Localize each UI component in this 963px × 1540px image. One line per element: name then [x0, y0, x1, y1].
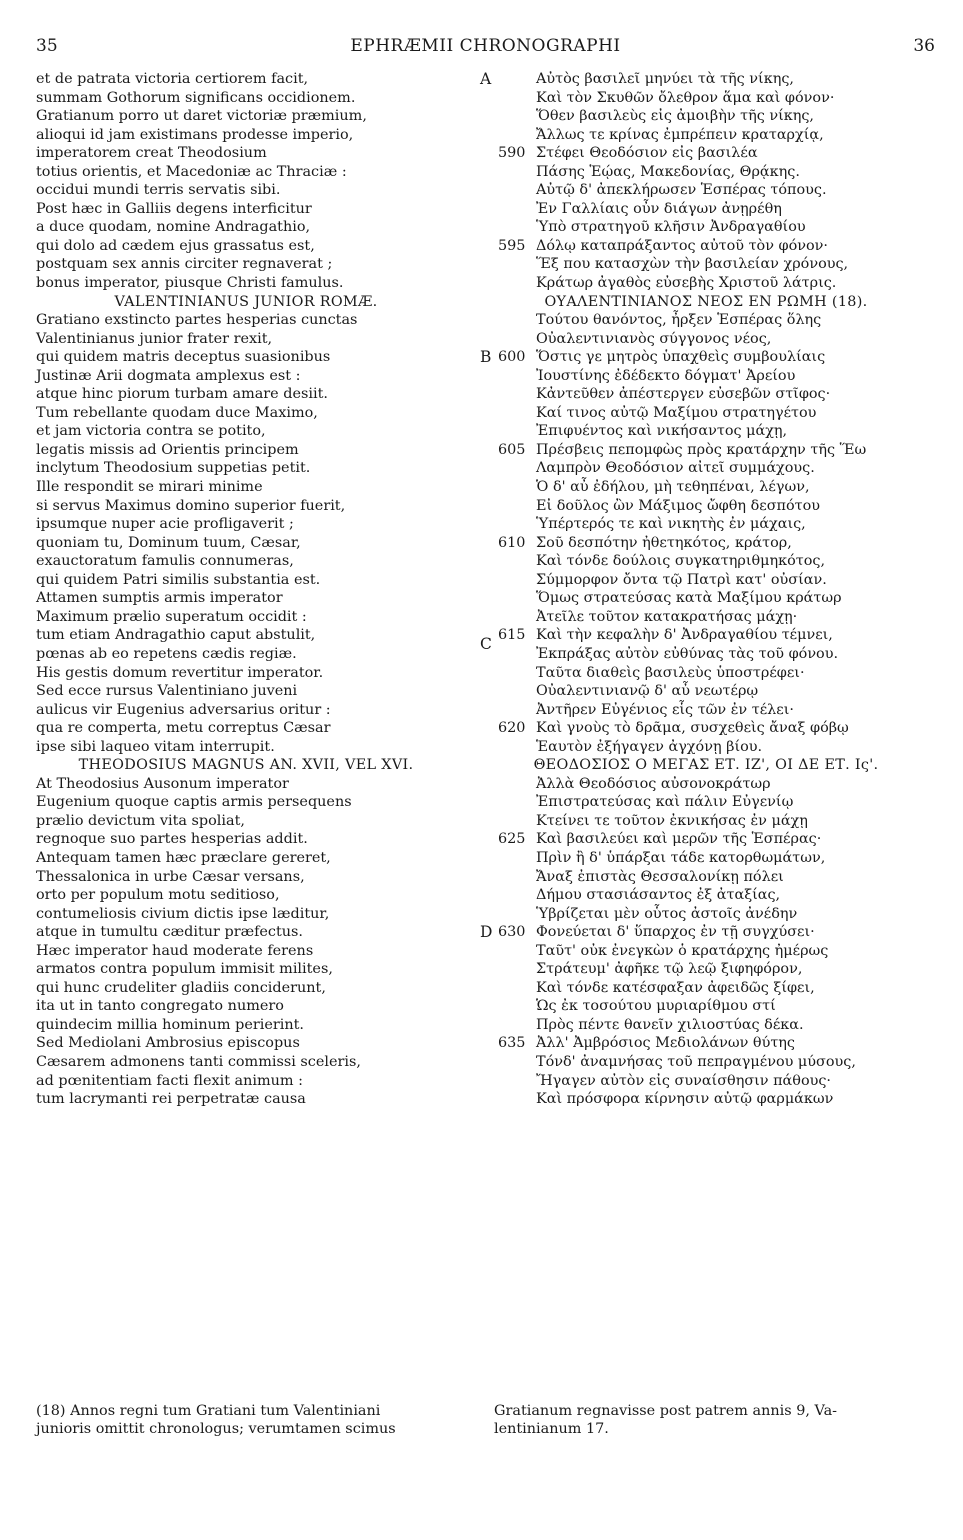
latin-verse-line: regnoque suo partes hesperias addit.: [36, 831, 308, 848]
greek-verse-text: Ἐν Γαλλίαις οὖν διάγων ἀνῃρέθη: [536, 200, 782, 217]
greek-verse-text: Ταῦτα διαθεὶς βασιλεὺς ὑποστρέφει·: [536, 664, 805, 681]
greek-verse-text: Καὶ τὴν κεφαλὴν δ' Ἀνδραγαθίου τέμνει,: [536, 627, 833, 644]
greek-verse-line: [476, 645, 936, 664]
latin-verse-line: pœnas ab eo repetens cædis regiæ.: [36, 645, 297, 662]
greek-verse-text: Αὐτῷ δ' ἀπεκλήρωσεν Ἑσπέρας τόπους.: [536, 182, 827, 199]
greek-verse-line: [476, 868, 936, 887]
greek-verse-line: [476, 812, 936, 831]
latin-verse-line: ipsumque nuper acie profligaverit ;: [36, 516, 294, 533]
greek-verse-line: [476, 126, 936, 145]
greek-verse-line: [476, 552, 936, 571]
latin-verse-line: Tum rebellante quodam duce Maximo,: [36, 404, 318, 421]
page-header: [36, 36, 935, 58]
latin-verse-line: quoniam tu, Dominum tuum, Cæsar,: [36, 534, 301, 551]
greek-verse-text: Καὶ βασιλεύει καὶ μερῶν τῆς Ἑσπέρας·: [536, 831, 822, 848]
latin-column: [36, 70, 456, 1109]
running-title: EPHRÆMII CHRONOGRAPHI: [350, 36, 621, 56]
verse-number: 595: [498, 237, 526, 254]
greek-verse-line: [476, 701, 936, 720]
greek-verse-text: Οὐαλεντινιανὸς σύγγονος νέος,: [536, 330, 772, 347]
greek-verse-line: [476, 478, 936, 497]
greek-verse-text: Ἀτεῖλε τοῦτον κατακρατήσας μάχῃ·: [536, 608, 798, 625]
latin-verse-line: totius orientis, et Macedoniæ ac Thraciæ :: [36, 163, 347, 180]
latin-verse-line: ipse sibi laqueo vitam interrupit.: [36, 738, 275, 755]
section-heading-greek: [476, 293, 936, 312]
greek-verse-text: Ὁ δ' αὖ ἐδήλου, μὴ τεθηπέναι, λέγων,: [536, 479, 810, 496]
greek-verse-line: [476, 441, 936, 460]
verse-number: 625: [498, 831, 526, 848]
verse-number: 590: [498, 145, 526, 162]
greek-verse-line: [476, 255, 936, 274]
greek-verse-line: [476, 608, 936, 627]
latin-verse-line: exauctoratum famulis connumeras,: [36, 553, 294, 570]
latin-verse-line: orto per populum motu seditioso,: [36, 887, 280, 904]
greek-column: [476, 70, 936, 1109]
greek-verse-text: Πρὸς πέντε θανεῖν χιλιοστύας δέκα.: [536, 1016, 804, 1033]
latin-verse-line: et jam victoria contra se potito,: [36, 423, 266, 440]
greek-verse-text: Ἄλλως τε κρίνας ἐμπρέπειν κραταρχίᾳ,: [536, 126, 824, 143]
latin-verse-line: imperatorem creat Theodosium: [36, 145, 267, 162]
verse-number: 635: [498, 1035, 526, 1052]
greek-verse-line: [476, 1016, 936, 1035]
greek-verse-text: ΟΥΑΛΕΝΤΙΝΙΑΝΟΣ ΝΕΟΣ ΕΝ ΡΩΜΗ (18).: [544, 293, 868, 310]
greek-verse-line: [476, 738, 936, 757]
greek-verse-text: Λαμπρὸν Θεοδόσιον αἰτεῖ συμμάχους.: [536, 460, 815, 477]
greek-verse-line: [476, 107, 936, 126]
greek-verse-line: [476, 404, 936, 423]
greek-verse-text: Ὅστις γε μητρὸς ὑπαχθεὶς συμβουλίαις: [536, 349, 826, 366]
greek-verse-line: [476, 70, 936, 89]
latin-verse-line: occidui mundi terris servatis sibi.: [36, 182, 281, 199]
greek-verse-line: [476, 311, 936, 330]
greek-verse-line: [476, 144, 936, 163]
latin-verse-line: Sed ecce rursus Valentiniano juveni: [36, 683, 298, 700]
latin-verse-line: Maximum prælio superatum occidit :: [36, 608, 307, 625]
latin-verse-line: summam Gothorum significans occidionem.: [36, 89, 356, 106]
latin-verse-line: ad pœnitentiam facti flexit animum :: [36, 1072, 303, 1089]
greek-verse-text: Καί τινος αὐτῷ Μαξίμου στρατηγέτου: [536, 404, 817, 421]
greek-verse-text: Ἕξ που κατασχὼν τὴν βασιλείαν χρόνους,: [536, 256, 849, 273]
latin-verse-line: alioqui id jam existimans prodesse imperio,: [36, 126, 354, 143]
greek-verse-text: Ἤγαγεν αὐτὸν εἰς συναίσθησιν πάθους·: [536, 1072, 831, 1089]
latin-verse-line: aulicus vir Eugenius adversarius oritur :: [36, 701, 331, 718]
latin-verse-line: Attamen sumptis armis imperator: [36, 590, 283, 607]
verse-number: 620: [498, 720, 526, 737]
latin-verse-line: et de patrata victoria certiorem facit,: [36, 71, 309, 87]
latin-verse-line: inclytum Theodosium suppetias petit.: [36, 460, 311, 477]
section-marker: A: [480, 70, 492, 88]
footnote-line: (18) Annos regni tum Gratiani tum Valentiniani: [36, 1403, 381, 1419]
greek-verse-text: Καὶ τὸν Σκυθῶν ὄλεθρον ἅμα καὶ φόνον·: [536, 89, 835, 106]
greek-verse-line: [476, 534, 936, 553]
greek-verse-line: [476, 200, 936, 219]
greek-verse-text: Ταῦτ' οὐκ ἐνεγκὼν ὁ κρατάρχης ἠμέρως: [536, 942, 829, 959]
latin-verse-line: si servus Maximus domino superior fuerit,: [36, 497, 346, 514]
footnote-line: junioris omittit chronologus; verumtamen scimus: [36, 1421, 396, 1437]
latin-verse-line: qui quidem matris deceptus suasionibus: [36, 349, 331, 366]
verse-number: 615: [498, 627, 526, 644]
greek-verse-line: [476, 459, 936, 478]
greek-verse-text: Αὐτὸς βασιλεῖ μηνύει τὰ τῆς νίκης,: [536, 71, 794, 87]
latin-verse-line: Eugenium quoque captis armis persequens: [36, 794, 352, 811]
greek-verse-line: [476, 719, 936, 738]
latin-verse-line: qui hunc crudeliter gladiis conciderunt,: [36, 979, 326, 996]
latin-verse-line: Thessalonica in urbe Cæsar versans,: [36, 868, 305, 885]
footnote-left: [36, 1402, 466, 1438]
greek-verse-text: Πρέσβεις πεπομφὼς πρὸς κρατάρχην τῆς Ἕω: [536, 441, 867, 458]
greek-verse-text: Ἐπιφυέντος καὶ νικήσαντος μάχῃ,: [536, 423, 788, 440]
greek-verse-line: [476, 422, 936, 441]
greek-verse-text: Κἀντεῦθεν ἀπέστεργεν εὐσεβῶν στῖφος·: [536, 386, 831, 403]
greek-verse-line: [476, 589, 936, 608]
greek-verse-text: Ὅμως στρατεύσας κατὰ Μαξίμου κράτωρ: [536, 590, 842, 607]
latin-verse-line: Antequam tamen hæc præclare gereret,: [36, 849, 331, 866]
latin-verse-line: qui quidem Patri similis substantia est.: [36, 571, 321, 588]
greek-verse-text: Πάσης Ἑῴας, Μακεδονίας, Θρᾴκης.: [536, 163, 800, 180]
section-heading-latin: VALENTINIANUS JUNIOR ROMÆ.: [114, 293, 378, 310]
greek-verse-text: Ἐπιστρατεύσας καὶ πάλιν Εὐγενίῳ: [536, 794, 794, 811]
latin-verse-line: At Theodosius Ausonum imperator: [36, 775, 289, 792]
latin-verse-line: Justinæ Arii dogmata amplexus est :: [36, 367, 301, 384]
greek-verse-text: Ὡς ἐκ τοσούτου μυριαρίθμου στί: [536, 998, 776, 1015]
greek-verse-text: Καὶ γνοὺς τὸ δρᾶμα, συσχεθεὶς ἄναξ φόβῳ: [536, 720, 849, 737]
latin-verse-line: a duce quodam, nomine Andragathio,: [36, 219, 311, 236]
latin-verse-line: His gestis domum revertitur imperator.: [36, 664, 324, 681]
greek-verse-line: [476, 163, 936, 182]
greek-verse-line: [476, 793, 936, 812]
section-heading-latin: THEODOSIUS MAGNUS AN. XVII, VEL XVI.: [78, 757, 414, 774]
greek-verse-line: [476, 775, 936, 794]
section-marker: B: [480, 348, 492, 367]
latin-verse-line: Sed Mediolani Ambrosius episcopus: [36, 1035, 300, 1052]
greek-verse-text: Ἑαυτὸν ἐξήγαγεν ἀγχόνῃ βίου.: [536, 738, 763, 755]
greek-verse-line: [476, 1090, 936, 1109]
greek-verse-line: [476, 849, 936, 868]
greek-verse-text: Ἀντῆρεν Εὐγένιος εἷς τῶν ἐν τέλει·: [536, 701, 794, 718]
greek-verse-line: [476, 385, 936, 404]
latin-verse-line: ita ut in tanto congregato numero: [36, 998, 284, 1015]
greek-verse-text: Ἀλλὰ Θεοδόσιος αὐσονοκράτωρ: [536, 775, 771, 792]
greek-verse-line: [476, 237, 936, 256]
greek-verse-line: [476, 218, 936, 237]
section-heading-greek: [476, 756, 936, 775]
greek-verse-text: Ὅθεν βασιλεὺς εἰς ἀμοιβὴν τῆς νίκης,: [536, 108, 815, 125]
greek-verse-line: [476, 367, 936, 386]
greek-verse-text: Ὑπὸ στρατηγοῦ κλῆσιν Ἀνδραγαθίου: [536, 219, 806, 236]
greek-verse-text: Ἰουστίνης ἐδέδεκτο δόγματ' Ἀρείου: [536, 367, 796, 384]
latin-verse-line: Post hæc in Galliis degens interficitur: [36, 200, 312, 217]
greek-verse-text: ΘΕΟΔΟΣΙΟΣ Ο ΜΕΓΑΣ ΕΤ. ΙΖ', ΟΙ ΔΕ ΕΤ. Ις'.: [533, 757, 879, 774]
footnote-line: Gratianum regnavisse post patrem annis 9, Va-: [494, 1403, 838, 1419]
greek-verse-line: [476, 1072, 936, 1091]
greek-verse-line: [476, 682, 936, 701]
greek-verse-text: Εἰ δοῦλος ὢν Μάξιμος ὤφθη δεσπότου: [536, 497, 821, 514]
greek-verse-text: Στέφει Θεοδόσιον εἰς βασιλέα: [536, 145, 758, 162]
greek-verse-text: Ὑβρίζεται μὲν οὗτος ἀστοῖς ἀνέδην: [536, 905, 798, 922]
greek-verse-line: [476, 997, 936, 1016]
latin-verse-line: quindecim millia hominum perierint.: [36, 1016, 304, 1033]
greek-verse-line: [476, 330, 936, 349]
latin-verse-line: Gratianum porro ut daret victoriæ præmium,: [36, 108, 367, 125]
section-marker: D: [480, 923, 493, 942]
verse-number: 630: [498, 924, 526, 941]
greek-verse-line: [476, 348, 936, 367]
verse-number: 600: [498, 349, 526, 366]
verse-number: 610: [498, 534, 526, 551]
greek-verse-text: Δήμου στασιάσαντος ἐξ ἀταξίας,: [536, 887, 781, 904]
greek-verse-text: Καὶ πρόσφορα κίρνησιν αὐτῷ φαρμάκων: [536, 1091, 834, 1108]
latin-verse-line: tum lacrymanti rei perpetratæ causa: [36, 1091, 306, 1108]
latin-verse-line: prælio devictum vita spoliat,: [36, 812, 245, 829]
greek-verse-text: Στράτευμ' ἀφῆκε τῷ λεῷ ξιφηφόρον,: [536, 961, 803, 978]
greek-verse-text: Ὑπέρτερός τε καὶ νικητὴς ἐν μάχαις,: [536, 516, 806, 533]
latin-verse-line: contumeliosis civium dictis ipse læditur,: [36, 905, 330, 922]
greek-verse-text: Δόλῳ καταπράξαντος αὐτοῦ τὸν φόνον·: [536, 237, 829, 254]
greek-verse-line: [476, 274, 936, 293]
greek-verse-line: [476, 960, 936, 979]
greek-verse-text: Οὐαλεντινιανῷ δ' αὖ νεωτέρῳ: [536, 683, 759, 700]
greek-verse-line: [476, 886, 936, 905]
page-number-left: 35: [36, 36, 58, 56]
latin-verse-line: Cæsarem admonens tanti commissi sceleris,: [36, 1053, 361, 1070]
greek-verse-text: Πρὶν ἢ δ' ὑπάρξαι τάδε κατορθωμάτων,: [536, 849, 826, 866]
page-number-right: 36: [913, 36, 935, 56]
greek-verse-text: Ἀλλ' Ἀμβρόσιος Μεδιολάνων θύτης: [536, 1035, 795, 1052]
greek-verse-line: [476, 1034, 936, 1053]
greek-verse-text: Ἄναξ ἐπιστὰς Θεσσαλονίκῃ πόλει: [536, 868, 784, 885]
greek-verse-line: [476, 923, 936, 942]
greek-verse-text: Τόνδ' ἀναμνήσας τοῦ πεπραγμένου μύσους,: [536, 1053, 856, 1070]
greek-verse-text: Τούτου θανόντος, ἦρξεν Ἑσπέρας ὅλης: [536, 312, 822, 329]
greek-verse-line: [476, 181, 936, 200]
greek-verse-text: Κράτωρ ἀγαθὸς εὐσεβὴς Χριστοῦ λάτρις.: [536, 275, 837, 292]
latin-verse-line: Hæc imperator haud moderate ferens: [36, 942, 314, 959]
greek-verse-line: [476, 515, 936, 534]
latin-verse-line: Ille respondit se mirari minime: [36, 479, 263, 496]
greek-verse-line: [476, 942, 936, 961]
greek-verse-line: [476, 905, 936, 924]
latin-verse-line: qua re comperta, metu correptus Cæsar: [36, 720, 331, 737]
greek-verse-text: Κτείνει τε τοῦτον ἐκνικήσας ἐν μάχῃ: [536, 812, 808, 829]
latin-verse-line: atque hinc piorum turbam amare desiit.: [36, 386, 328, 403]
greek-verse-text: Σοῦ δεσπότην ἠθετηκότος, κράτορ,: [536, 534, 792, 551]
latin-verse-line: Valentinianus junior frater rexit,: [36, 330, 273, 347]
greek-verse-line: [476, 979, 936, 998]
greek-verse-line: [476, 664, 936, 683]
greek-verse-line: [476, 89, 936, 108]
greek-verse-line: [476, 571, 936, 590]
latin-verse-line: atque in tumultu cæditur præfectus.: [36, 924, 304, 941]
verse-number: 605: [498, 441, 526, 458]
latin-verse-line: tum etiam Andragathio caput abstulit,: [36, 627, 316, 644]
greek-verse-line: [476, 830, 936, 849]
footnote-line: lentinianum 17.: [494, 1421, 609, 1437]
latin-verse-line: armatos contra populum immisit milites,: [36, 961, 333, 978]
latin-verse-line: bonus imperator, piusque Christi famulus.: [36, 275, 344, 292]
section-marker: C: [480, 635, 492, 654]
latin-verse-line: postquam sex annis circiter regnaverat ;: [36, 256, 333, 273]
greek-verse-line: [476, 497, 936, 516]
greek-verse-text: Καὶ τόνδε κατέσφαξαν ἀφειδῶς ξίφει,: [536, 979, 815, 996]
greek-verse-text: Σύμμορφον ὄντα τῷ Πατρὶ κατ' οὐσίαν.: [536, 571, 827, 588]
greek-verse-text: Καὶ τόνδε δούλοις συγκατηριθμηκότος,: [536, 553, 826, 570]
latin-verse-line: qui dolo ad cædem ejus grassatus est,: [36, 237, 315, 254]
footnote-right: [494, 1402, 934, 1438]
greek-verse-text: Φονεύεται δ' ὕπαρχος ἐν τῇ συγχύσει·: [536, 924, 815, 941]
latin-verse-line: Gratiano exstincto partes hesperias cunctas: [36, 312, 358, 329]
latin-verse-line: legatis missis ad Orientis principem: [36, 441, 299, 458]
greek-verse-line: [476, 1053, 936, 1072]
greek-verse-text: Ἐκπράξας αὐτὸν εὐθύνας τὰς τοῦ φόνου.: [536, 645, 839, 662]
